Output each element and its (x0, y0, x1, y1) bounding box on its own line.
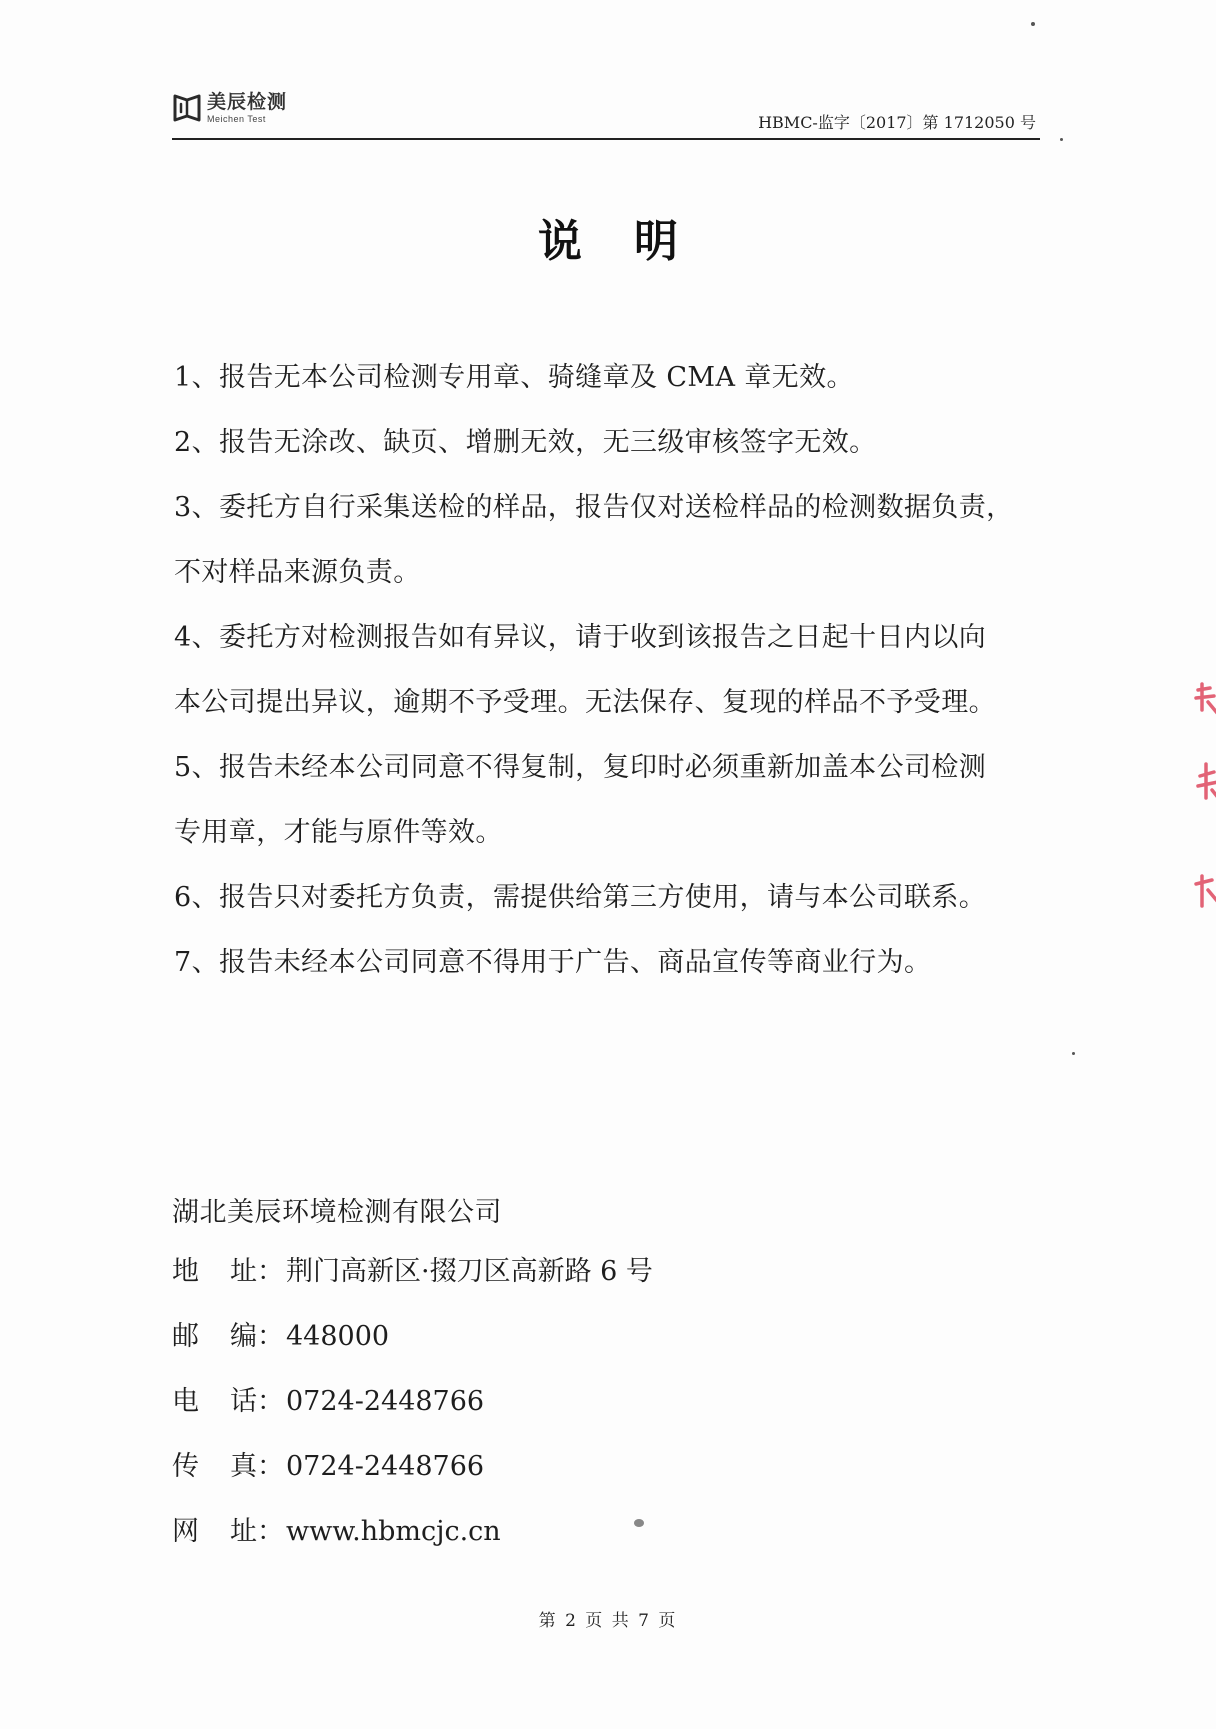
contact-value: www.hbmcjc.cn (286, 1516, 501, 1547)
scan-speck (634, 1519, 644, 1527)
contact-label-char: 址： (230, 1516, 284, 1547)
contact-address (172, 1252, 653, 1317)
meichen-logo-icon (172, 92, 202, 124)
note-line: 7、报告未经本公司同意不得用于广告、商品宣传等商业行为。 (174, 947, 932, 978)
contact-label-char: 真： (230, 1451, 284, 1482)
logo-cn-text: 美辰检测 (207, 90, 288, 113)
note-line: 专用章，才能与原件等效。 (174, 817, 503, 848)
contact-fax (172, 1447, 653, 1512)
scan-speck (1072, 1052, 1075, 1055)
note-line: 6、报告只对委托方负责，需提供给第三方使用，请与本公司联系。 (174, 882, 987, 913)
contact-label-char: 电 (172, 1386, 199, 1417)
note-line: 4、委托方对检测报告如有异议，请于收到该报告之日起十日内以向 (174, 622, 987, 653)
scan-speck (1060, 138, 1063, 141)
page-title: 说明 (538, 216, 730, 267)
red-seal-stamp (1188, 680, 1216, 920)
contact-website (172, 1512, 653, 1577)
logo-en-text: Meichen Test (207, 113, 266, 124)
contact-label-char: 邮 (172, 1321, 199, 1352)
report-number: HBMC-监字〔2017〕第 1712050 号 (758, 113, 1036, 132)
notes-list (174, 345, 1044, 995)
company-name: 湖北美辰环境检测有限公司 (172, 1197, 502, 1228)
contact-postcode (172, 1317, 653, 1382)
company-logo (172, 92, 287, 124)
contact-label-char: 编： (230, 1321, 284, 1352)
contact-label-char: 址： (230, 1256, 284, 1287)
scan-speck (1031, 22, 1035, 26)
contact-value: 0724-2448766 (286, 1451, 485, 1482)
contact-label-char: 话： (230, 1386, 284, 1417)
contact-value: 0724-2448766 (286, 1386, 485, 1417)
contact-value: 448000 (286, 1321, 390, 1352)
contact-block (172, 1252, 653, 1577)
note-line: 5、报告未经本公司同意不得复制，复印时必须重新加盖本公司检测 (174, 752, 987, 783)
note-line: 3、委托方自行采集送检的样品，报告仅对送检样品的检测数据负责， (174, 492, 1014, 523)
contact-label-char: 传 (172, 1451, 199, 1482)
note-line: 2、报告无涂改、缺页、增删无效，无三级审核签字无效。 (174, 427, 877, 458)
contact-label-char: 网 (172, 1516, 199, 1547)
page-number: 第 2 页 共 7 页 (538, 1611, 678, 1631)
contact-phone (172, 1382, 653, 1447)
note-line: 不对样品来源负责。 (174, 557, 421, 588)
note-line: 1、报告无本公司检测专用章、骑缝章及 CMA 章无效。 (174, 362, 854, 393)
contact-label-char: 地 (172, 1256, 199, 1287)
contact-value: 荆门高新区·掇刀区高新路 6 号 (286, 1256, 653, 1287)
page-header (172, 86, 1040, 140)
note-line: 本公司提出异议，逾期不予受理。无法保存、复现的样品不予受理。 (174, 687, 996, 718)
